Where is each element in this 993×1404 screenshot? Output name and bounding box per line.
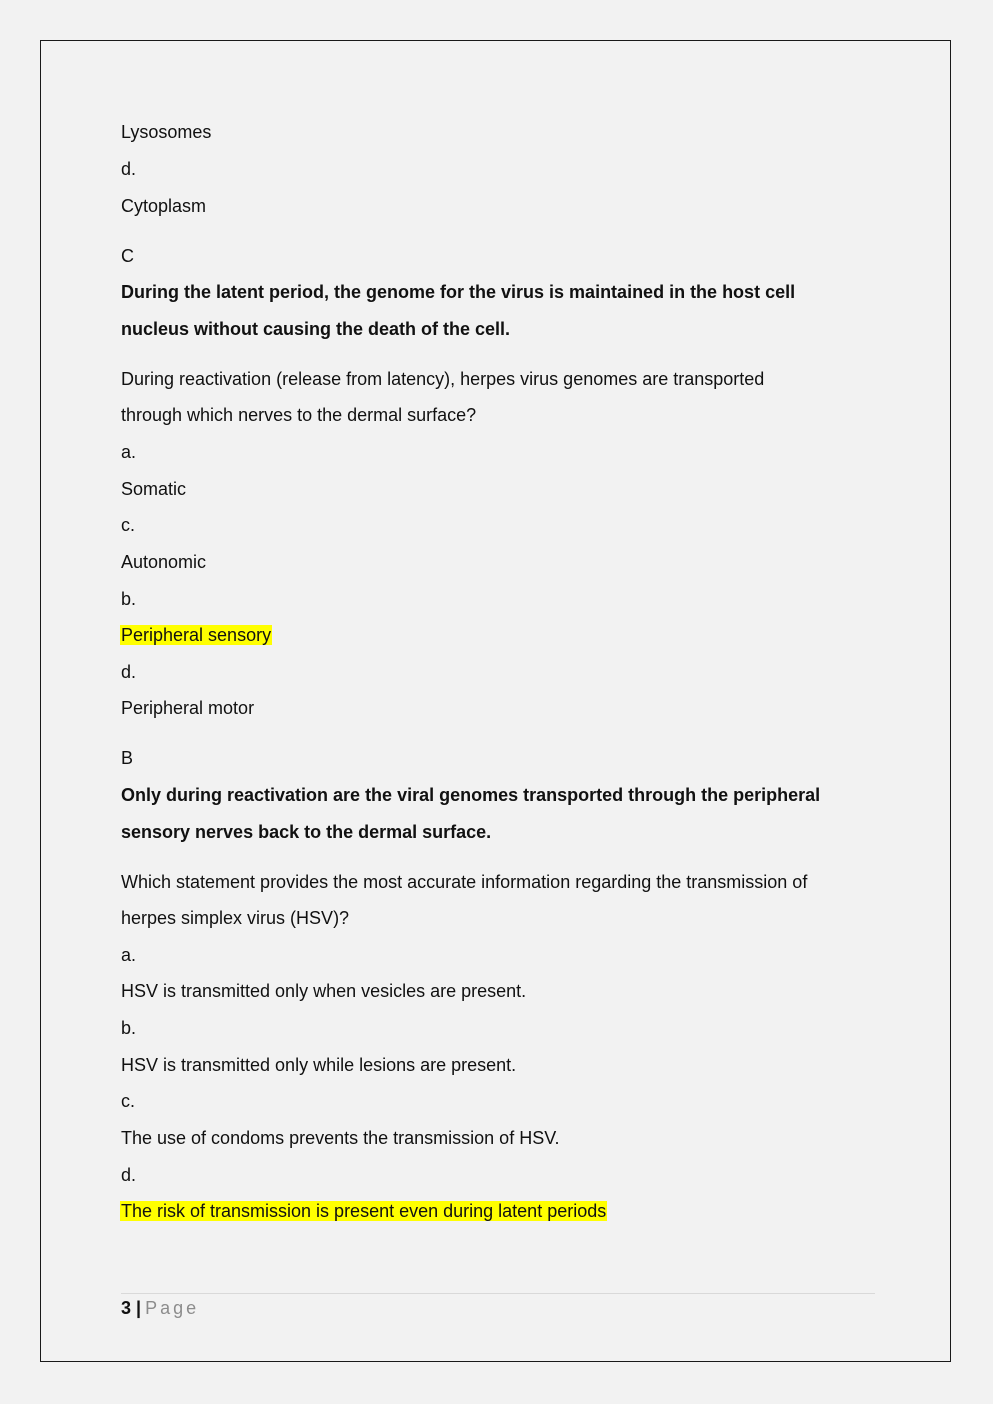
option-letter: d. [121,159,137,179]
footer-separator: | [136,1298,142,1318]
answer-letter: C [121,246,134,266]
option-text: Somatic [121,479,187,499]
page-label: Page [145,1298,200,1318]
option-text: Autonomic [121,552,207,572]
question-text: through which nerves to the dermal surface? [121,405,477,425]
option-text-highlighted [121,624,272,646]
rationale-text: nucleus without causing the death of the cell. [121,319,511,339]
page-footer [121,1297,199,1319]
option-text-highlighted [121,1200,607,1222]
question-text: herpes simplex virus (HSV)? [121,908,350,928]
question-text: During reactivation (release from latency), herpes virus genomes are transported [121,369,765,389]
option-letter: b. [121,1018,137,1038]
option-letter: d. [121,1165,137,1185]
option-text: Cytoplasm [121,196,207,216]
document-page [40,40,951,1362]
rationale-text: During the latent period, the genome for the virus is maintained in the host cell [121,282,796,302]
highlighted-answer: Peripheral sensory [121,625,272,645]
question-text: Which statement provides the most accurate information regarding the transmission of [121,872,808,892]
answer-letter: B [121,748,134,768]
option-letter: a. [121,442,137,462]
rationale-text: sensory nerves back to the dermal surface. [121,822,492,842]
option-letter: c. [121,1091,136,1111]
rationale-text: Only during reactivation are the viral genomes transported through the peripheral [121,785,821,805]
option-letter: b. [121,589,137,609]
option-text: The use of condoms prevents the transmission of HSV. [121,1128,560,1148]
option-text: Peripheral motor [121,698,255,718]
option-letter: c. [121,515,136,535]
page-number: 3 [121,1298,132,1318]
option-text: Lysosomes [121,122,212,142]
option-text: HSV is transmitted only when vesicles are present. [121,981,527,1001]
option-letter: a. [121,945,137,965]
option-text: HSV is transmitted only while lesions are present. [121,1055,517,1075]
highlighted-answer: The risk of transmission is present even during latent periods [121,1201,607,1221]
footer-divider [121,1293,875,1294]
option-letter: d. [121,662,137,682]
